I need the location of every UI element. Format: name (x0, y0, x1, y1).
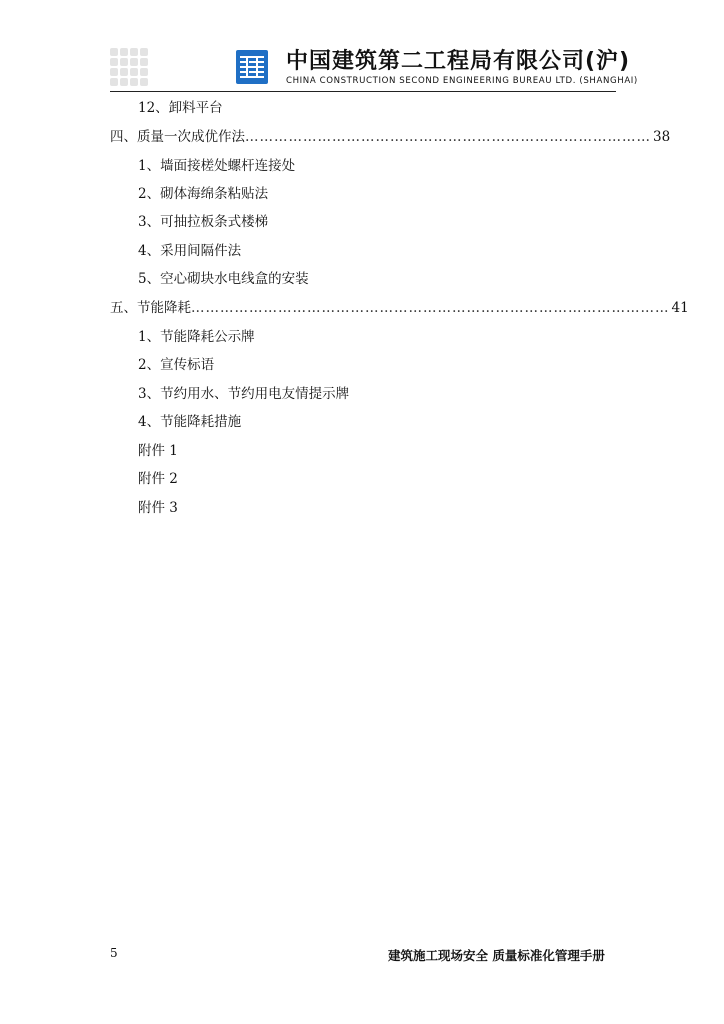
toc-leader: ………………………………………………………………………… (245, 129, 651, 145)
toc-item: 3、节约用水、节约用电友情提示牌 (138, 386, 350, 402)
company-name-en: CHINA CONSTRUCTION SECOND ENGINEERING BUREAU LTD. (SHANGHAI) (286, 76, 638, 86)
toc-section (110, 127, 671, 147)
header-divider (110, 91, 616, 92)
toc-section-label: 四、质量一次成优作法 (110, 129, 245, 145)
toc-item: 1、墙面接槎处螺杆连接处 (138, 158, 296, 174)
watermark-logo (110, 48, 148, 88)
toc-item: 1、节能降耗公示牌 (138, 329, 255, 345)
toc-leader: ……………………………………………………………………………………… (191, 300, 670, 316)
toc-item: 2、砌体海绵条粘贴法 (138, 186, 269, 202)
footer-page-number: 5 (110, 946, 118, 960)
toc-item: 附件 2 (138, 471, 178, 487)
toc-item: 12、卸料平台 (138, 100, 223, 116)
company-logo (236, 50, 268, 84)
company-name-cn: 中国建筑第二工程局有限公司(沪) (286, 49, 631, 74)
toc-item: 4、节能降耗措施 (138, 414, 242, 430)
toc-item: 5、空心砌块水电线盒的安装 (138, 271, 309, 287)
toc-page-number: 38 (653, 129, 671, 145)
toc-item: 附件 3 (138, 500, 178, 516)
toc-item: 4、采用间隔件法 (138, 243, 242, 259)
toc-item: 附件 1 (138, 443, 178, 459)
toc-item: 3、可抽拉板条式楼梯 (138, 214, 269, 230)
toc-page-number: 41 (671, 300, 689, 316)
footer-manual-title: 建筑施工现场安全 质量标准化管理手册 (388, 948, 605, 963)
toc-item: 2、宣传标语 (138, 357, 215, 373)
toc-section (110, 298, 689, 318)
toc-section-label: 五、节能降耗 (110, 300, 191, 316)
